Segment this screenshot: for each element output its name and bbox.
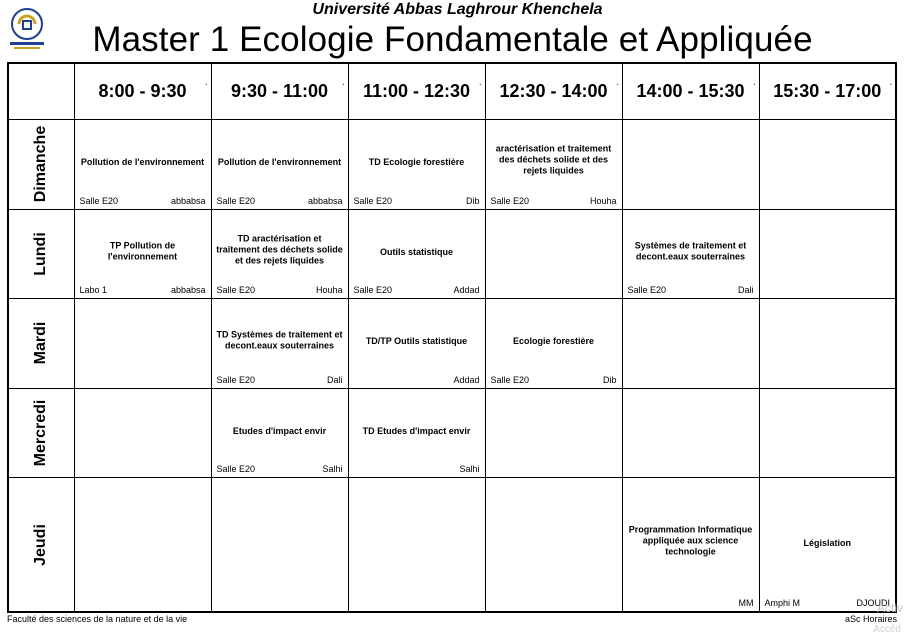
course-cell xyxy=(211,120,348,210)
dot-marker: . xyxy=(342,78,345,87)
course-room: Salle E20 xyxy=(627,285,667,296)
course-room: Salle E20 xyxy=(353,195,393,206)
course-cell xyxy=(485,209,622,299)
course-title: Outils statistique xyxy=(379,246,453,257)
course-cell xyxy=(622,388,759,478)
course-cell xyxy=(211,388,348,478)
course-title: TP Pollution de l'environnement xyxy=(107,240,178,262)
time-slot-label: 14:00 - 15:30 xyxy=(636,81,745,101)
dot-marker: . xyxy=(616,78,619,87)
dot-marker: . xyxy=(205,78,208,87)
course-cell xyxy=(74,299,211,389)
timetable xyxy=(7,62,897,613)
day-row-dimanche xyxy=(8,120,896,210)
corner-cell xyxy=(8,63,74,120)
course-cell xyxy=(74,478,211,612)
course-teacher: Houha xyxy=(315,285,343,296)
course-title: TD aractérisation et traitement des déchets solide et des rejets liquides xyxy=(216,233,343,266)
course-teacher: abbabsa xyxy=(170,195,206,206)
course-teacher: abbabsa xyxy=(170,285,206,296)
time-slot-label: 8:00 - 9:30 xyxy=(98,81,187,101)
course-title: Systèmes de traitement et decont.eaux souterraines xyxy=(634,240,747,262)
activation-watermark-sub: Accéd xyxy=(873,624,901,635)
time-slot-label: 12:30 - 14:00 xyxy=(499,81,608,101)
course-cell xyxy=(622,209,759,299)
course-cell xyxy=(348,209,485,299)
day-row-mardi xyxy=(8,299,896,389)
course-title: Législation xyxy=(803,537,851,548)
course-teacher: Dali xyxy=(737,285,754,296)
course-title: TD/TP Outils statistique xyxy=(365,336,468,347)
course-teacher: Dib xyxy=(602,374,617,385)
dot-marker: . xyxy=(889,78,892,87)
course-cell xyxy=(348,299,485,389)
course-cell xyxy=(622,120,759,210)
course-teacher: DJOUDI xyxy=(856,598,890,608)
course-title: Pollution de l'environnement xyxy=(217,157,342,168)
time-slot-label: 15:30 - 17:00 xyxy=(773,81,882,101)
course-title: TD Etudes d'impact envir xyxy=(362,426,471,437)
time-header-row xyxy=(8,63,896,120)
time-slot-header xyxy=(622,63,759,120)
course-cell xyxy=(211,209,348,299)
course-cell xyxy=(348,388,485,478)
day-cell xyxy=(8,299,74,389)
course-cell xyxy=(74,209,211,299)
day-row-mercredi xyxy=(8,388,896,478)
course-room: Salle E20 xyxy=(79,195,119,206)
course-cell xyxy=(348,478,485,612)
course-teacher: Salhi xyxy=(459,464,480,475)
course-title: aractérisation et traitement des déchets solide et des rejets liquides xyxy=(495,143,612,176)
course-cell xyxy=(759,478,896,612)
course-teacher: Houha xyxy=(589,195,617,206)
time-slot-header xyxy=(759,63,896,120)
course-cell xyxy=(485,299,622,389)
dot-marker: . xyxy=(753,78,756,87)
course-room: Salle E20 xyxy=(216,285,256,296)
course-teacher: Dali xyxy=(326,374,343,385)
university-name: Université Abbas Laghrour Khenchela xyxy=(312,1,603,18)
time-slot-label: 11:00 - 12:30 xyxy=(362,81,471,101)
course-title: TD Systèmes de traitement et decont.eaux souterraines xyxy=(216,329,343,351)
course-title: Pollution de l'environnement xyxy=(80,157,205,168)
day-row-lundi xyxy=(8,209,896,299)
dot-marker: . xyxy=(479,78,482,87)
course-title: TD Ecologie forestière xyxy=(368,157,465,168)
course-room: Salle E20 xyxy=(490,374,530,385)
course-room: Salle E20 xyxy=(216,464,256,475)
time-slot-header xyxy=(74,63,211,120)
day-name: Jeudi xyxy=(32,523,50,566)
course-room: Salle E20 xyxy=(353,285,393,296)
course-cell xyxy=(485,388,622,478)
course-cell xyxy=(622,299,759,389)
course-cell xyxy=(759,120,896,210)
course-cell xyxy=(622,478,759,612)
course-title: Programmation Informatique appliquée aux science technologie xyxy=(628,524,753,557)
time-slot-header xyxy=(348,63,485,120)
course-cell xyxy=(74,388,211,478)
course-cell xyxy=(759,388,896,478)
course-cell xyxy=(348,120,485,210)
course-cell xyxy=(485,120,622,210)
course-title: Etudes d'impact envir xyxy=(232,426,327,437)
course-teacher: Dib xyxy=(465,195,480,206)
course-cell xyxy=(759,209,896,299)
course-room: Salle E20 xyxy=(216,374,256,385)
course-cell xyxy=(759,299,896,389)
page-title: Master 1 Ecologie Fondamentale et Appliquée xyxy=(92,20,813,59)
course-room: Salle E20 xyxy=(490,195,530,206)
course-room: Salle E20 xyxy=(216,195,256,206)
time-slot-label: 9:30 - 11:00 xyxy=(230,81,329,101)
day-cell xyxy=(8,478,74,612)
course-teacher: abbabsa xyxy=(307,195,343,206)
day-name: Lundi xyxy=(32,232,50,276)
faculty-footer: Faculté des sciences de la nature et de la vie xyxy=(7,614,188,624)
time-slot-header xyxy=(485,63,622,120)
course-cell xyxy=(211,299,348,389)
course-teacher: Addad xyxy=(453,285,480,296)
day-name: Mercredi xyxy=(32,399,50,467)
day-name: Mardi xyxy=(32,321,50,365)
day-name: Dimanche xyxy=(32,126,50,203)
course-teacher: Salhi xyxy=(322,464,343,475)
day-cell xyxy=(8,120,74,210)
course-cell xyxy=(485,478,622,612)
day-cell xyxy=(8,388,74,478)
course-title: Ecologie forestière xyxy=(512,336,595,347)
course-teacher: Addad xyxy=(453,374,480,385)
day-cell xyxy=(8,209,74,299)
course-room: Amphi M xyxy=(764,598,801,608)
course-teacher: MM xyxy=(738,598,754,608)
software-footer: aSc Horaires xyxy=(844,614,897,624)
course-room: Labo 1 xyxy=(79,285,108,296)
course-cell xyxy=(74,120,211,210)
day-row-jeudi xyxy=(8,478,896,612)
course-cell xyxy=(211,478,348,612)
time-slot-header xyxy=(211,63,348,120)
activation-watermark: Activ xyxy=(876,601,903,615)
